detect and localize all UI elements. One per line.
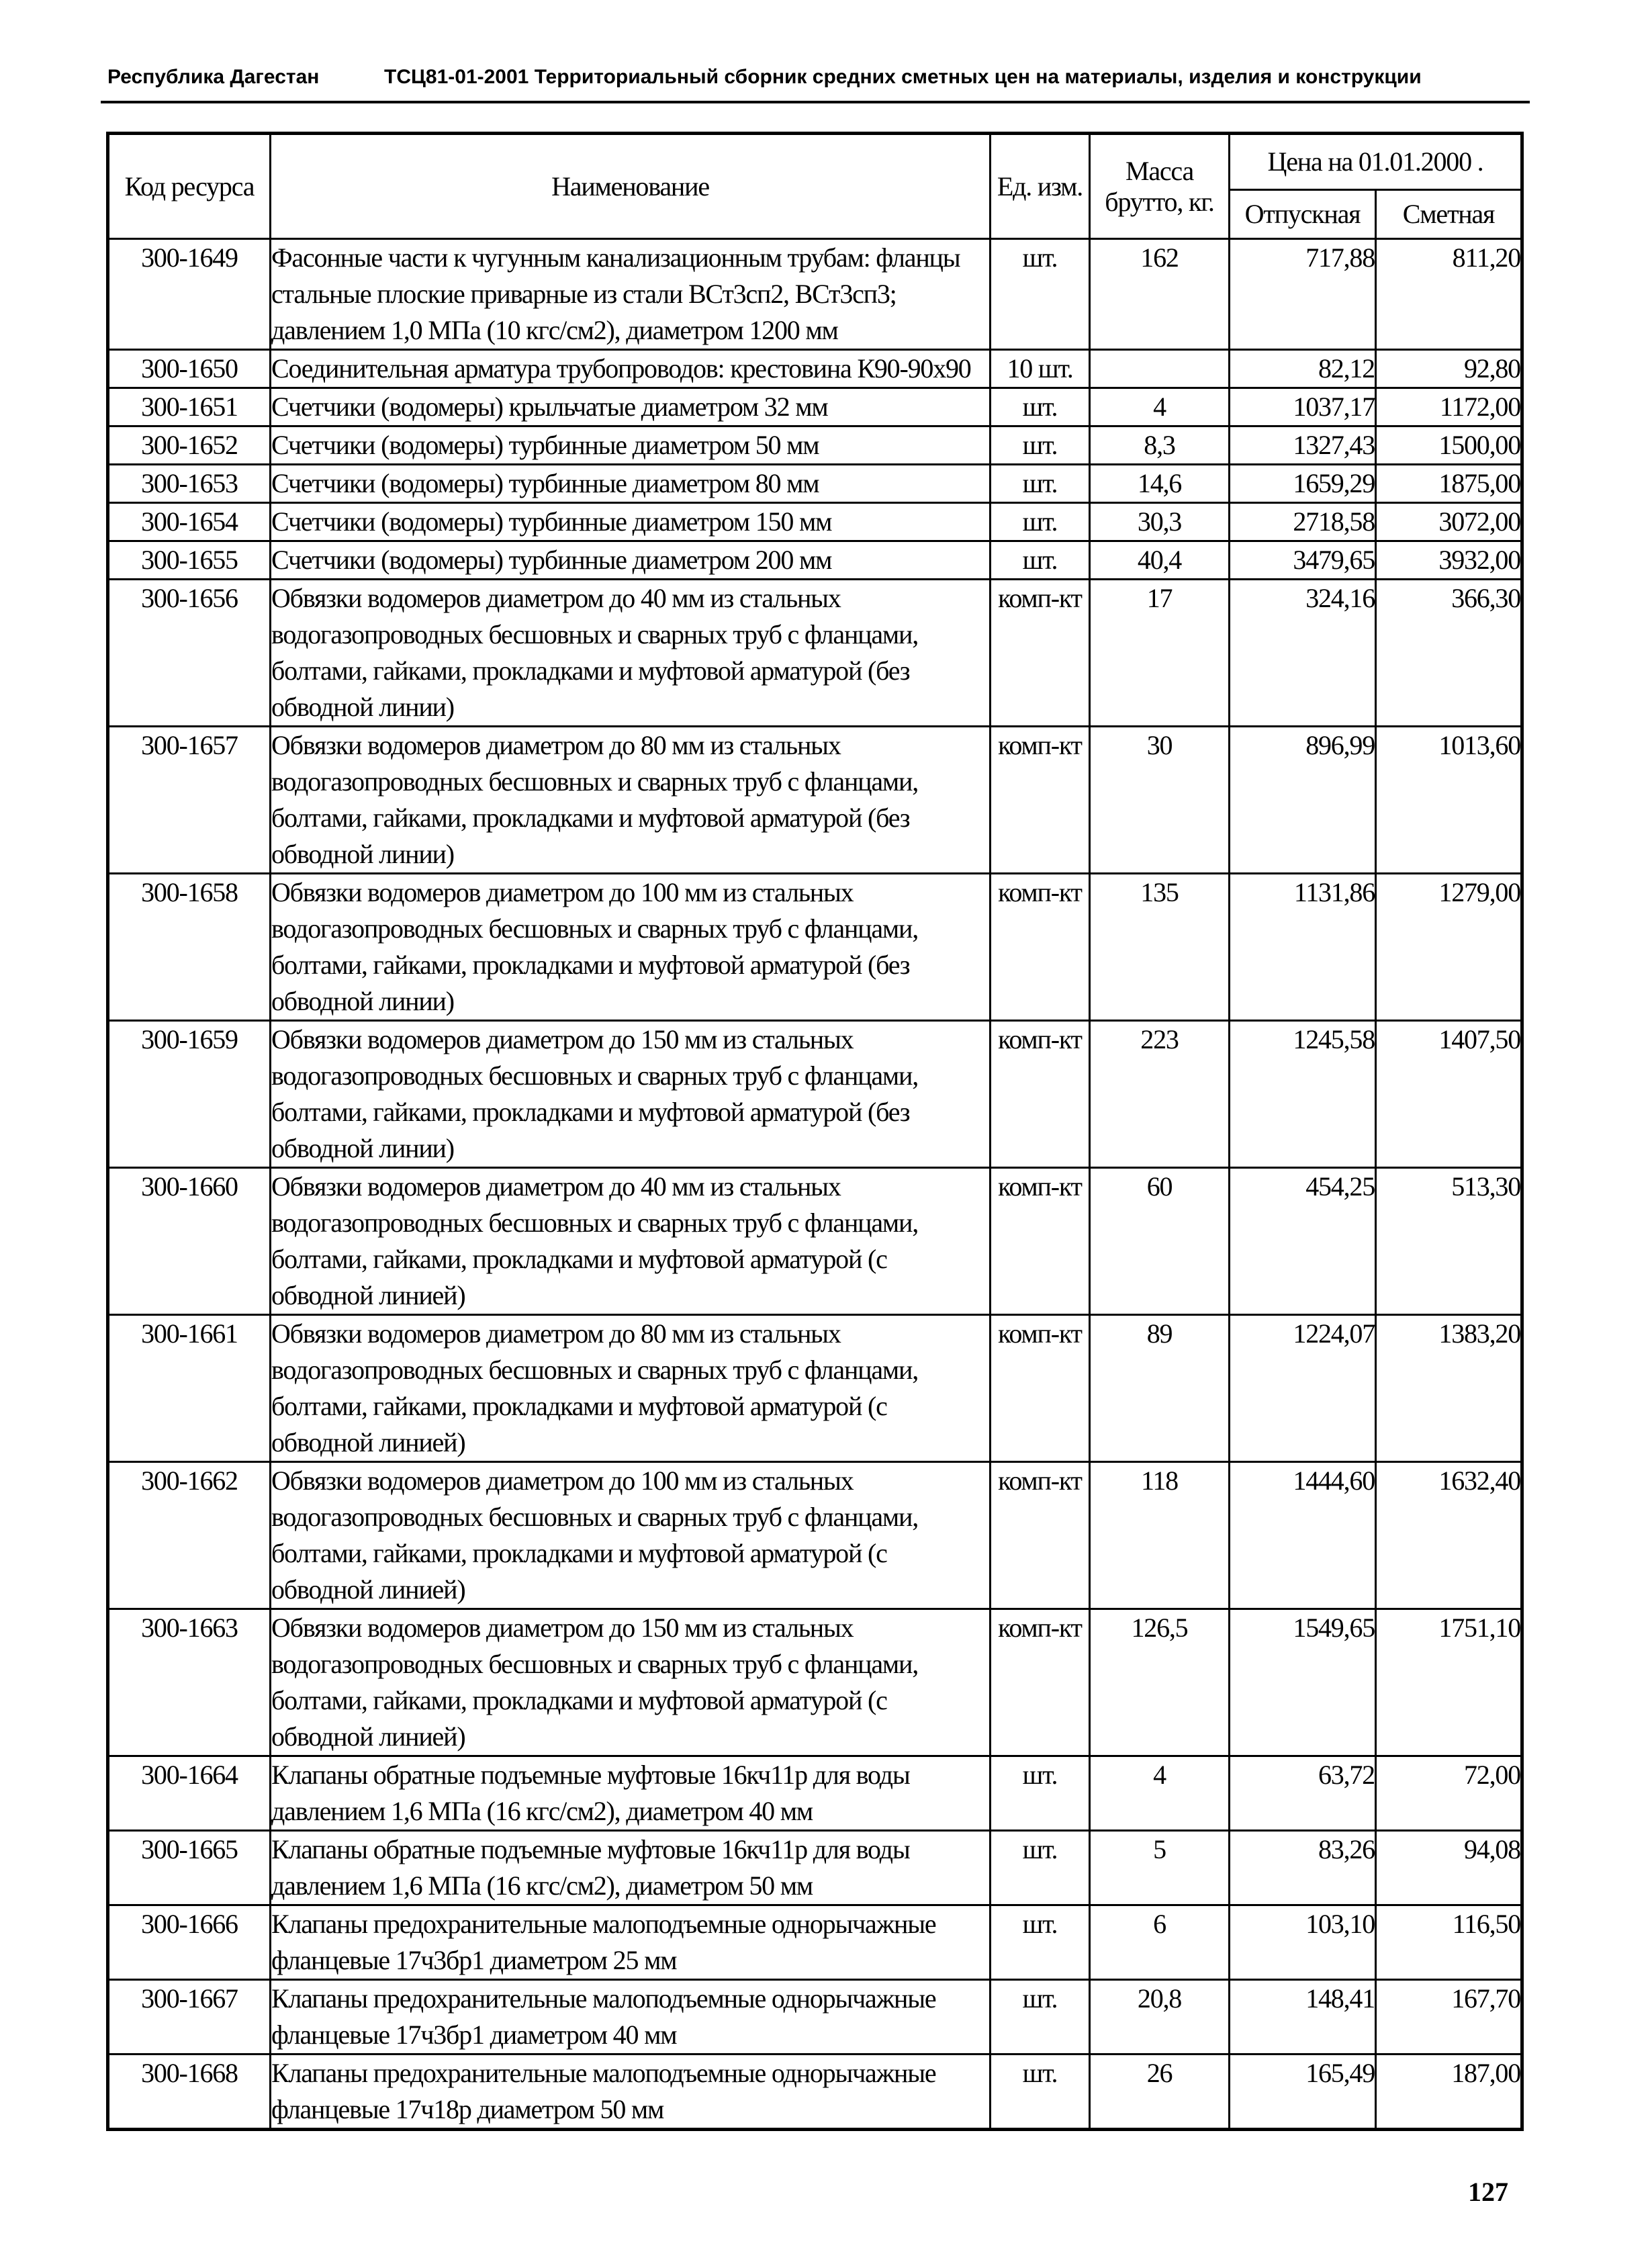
cell-price-release: 717,88 [1230,239,1376,350]
cell-price-release: 1549,65 [1230,1609,1376,1756]
cell-mass: 5 [1090,1831,1230,1905]
cell-price-estimate: 92,80 [1376,350,1522,388]
header-region: Республика Дагестан [107,66,320,88]
cell-unit: шт. [991,465,1090,503]
cell-code: 300-1663 [108,1609,271,1756]
table-row [108,350,1522,388]
cell-code: 300-1665 [108,1831,271,1905]
cell-name: Обвязки водомеров диаметром до 150 мм из стальных водогазопроводных бесшовных и сварных труб с фланцами, болтами, гайками, прокладками и муфтовой арматурой (с обводной линией) [271,1609,991,1756]
table-row [108,1905,1522,1980]
cell-code: 300-1652 [108,426,271,465]
cell-code: 300-1654 [108,503,271,541]
cell-code: 300-1656 [108,580,271,727]
cell-code: 300-1659 [108,1021,271,1168]
cell-code: 300-1660 [108,1168,271,1315]
cell-mass: 6 [1090,1905,1230,1980]
cell-price-release: 324,16 [1230,580,1376,727]
cell-name: Счетчики (водомеры) турбинные диаметром 200 мм [271,541,991,580]
cell-name: Клапаны предохранительные малоподъемные однорычажные фланцевые 17ч18р диаметром 50 мм [271,2054,991,2130]
cell-price-release: 454,25 [1230,1168,1376,1315]
header-rule [101,101,1530,103]
cell-name: Обвязки водомеров диаметром до 80 мм из стальных водогазопроводных бесшовных и сварных труб с фланцами, болтами, гайками, прокладками и муфтовой арматурой (без обводной линии) [271,727,991,874]
cell-mass: 4 [1090,1756,1230,1831]
cell-mass: 89 [1090,1315,1230,1462]
cell-unit: комп-кт [991,1315,1090,1462]
cell-code: 300-1657 [108,727,271,874]
table-row [108,1831,1522,1905]
table-row [108,1462,1522,1609]
price-table [106,132,1524,2131]
col-header-price-estimate: Сметная [1376,190,1522,239]
table-row [108,1980,1522,2054]
cell-name: Обвязки водомеров диаметром до 150 мм из стальных водогазопроводных бесшовных и сварных труб с фланцами, болтами, гайками, прокладками и муфтовой арматурой (без обводной линии) [271,1021,991,1168]
cell-code: 300-1649 [108,239,271,350]
cell-mass: 162 [1090,239,1230,350]
cell-price-estimate: 187,00 [1376,2054,1522,2130]
cell-price-release: 1131,86 [1230,874,1376,1021]
cell-price-estimate: 116,50 [1376,1905,1522,1980]
cell-price-release: 3479,65 [1230,541,1376,580]
cell-price-estimate: 1875,00 [1376,465,1522,503]
cell-price-release: 63,72 [1230,1756,1376,1831]
cell-price-estimate: 1751,10 [1376,1609,1522,1756]
cell-unit: комп-кт [991,1021,1090,1168]
cell-price-release: 148,41 [1230,1980,1376,2054]
cell-price-estimate: 513,30 [1376,1168,1522,1315]
cell-price-release: 82,12 [1230,350,1376,388]
cell-name: Соединительная арматура трубопроводов: крестовина К90-90х90 [271,350,991,388]
table-row [108,1168,1522,1315]
table-row [108,1609,1522,1756]
cell-mass: 17 [1090,580,1230,727]
cell-price-estimate: 1279,00 [1376,874,1522,1021]
cell-price-release: 83,26 [1230,1831,1376,1905]
table-row [108,541,1522,580]
cell-unit: комп-кт [991,1609,1090,1756]
table-row [108,1021,1522,1168]
page-number: 127 [1468,2177,1508,2207]
cell-unit: комп-кт [991,1168,1090,1315]
cell-unit: комп-кт [991,580,1090,727]
cell-price-release: 103,10 [1230,1905,1376,1980]
cell-mass: 60 [1090,1168,1230,1315]
cell-price-release: 1444,60 [1230,1462,1376,1609]
cell-price-estimate: 1172,00 [1376,388,1522,426]
col-header-name: Наименование [271,134,991,239]
col-header-unit: Ед. изм. [991,134,1090,239]
cell-code: 300-1661 [108,1315,271,1462]
cell-code: 300-1653 [108,465,271,503]
table-row [108,503,1522,541]
cell-price-estimate: 811,20 [1376,239,1522,350]
cell-unit: шт. [991,1905,1090,1980]
cell-price-estimate: 167,70 [1376,1980,1522,2054]
cell-price-release: 896,99 [1230,727,1376,874]
cell-mass: 26 [1090,2054,1230,2130]
col-header-mass: Масса брутто, кг. [1090,134,1230,239]
cell-code: 300-1667 [108,1980,271,2054]
cell-unit: шт. [991,2054,1090,2130]
cell-name: Обвязки водомеров диаметром до 40 мм из стальных водогазопроводных бесшовных и сварных труб с фланцами, болтами, гайками, прокладками и муфтовой арматурой (без обводной линии) [271,580,991,727]
col-header-code: Код ресурса [108,134,271,239]
cell-price-estimate: 3932,00 [1376,541,1522,580]
cell-unit: комп-кт [991,1462,1090,1609]
cell-price-release: 1037,17 [1230,388,1376,426]
cell-price-estimate: 1013,60 [1376,727,1522,874]
cell-name: Клапаны обратные подъемные муфтовые 16кч11р для воды давлением 1,6 МПа (16 кгс/см2), диаметром 50 мм [271,1831,991,1905]
cell-unit: комп-кт [991,874,1090,1021]
cell-unit: комп-кт [991,727,1090,874]
cell-mass: 14,6 [1090,465,1230,503]
cell-name: Фасонные части к чугунным канализационным трубам: фланцы стальные плоские приварные из стали ВСт3сп2, ВСт3сп3; давлением 1,0 МПа (10 кгс/см2), диаметром 1200 мм [271,239,991,350]
cell-unit: 10 шт. [991,350,1090,388]
table-row [108,388,1522,426]
cell-price-estimate: 1407,50 [1376,1021,1522,1168]
cell-code: 300-1655 [108,541,271,580]
cell-unit: шт. [991,1980,1090,2054]
cell-mass: 8,3 [1090,426,1230,465]
cell-unit: шт. [991,1831,1090,1905]
cell-unit: шт. [991,426,1090,465]
cell-unit: шт. [991,239,1090,350]
cell-mass: 30 [1090,727,1230,874]
cell-name: Счетчики (водомеры) крыльчатые диаметром 32 мм [271,388,991,426]
cell-mass: 40,4 [1090,541,1230,580]
table-row [108,580,1522,727]
cell-code: 300-1658 [108,874,271,1021]
cell-price-estimate: 94,08 [1376,1831,1522,1905]
cell-name: Обвязки водомеров диаметром до 100 мм из стальных водогазопроводных бесшовных и сварных труб с фланцами, болтами, гайками, прокладками и муфтовой арматурой (с обводной линией) [271,1462,991,1609]
table-row [108,426,1522,465]
cell-price-release: 1245,58 [1230,1021,1376,1168]
cell-unit: шт. [991,388,1090,426]
col-header-price-group: Цена на 01.01.2000 . [1230,134,1522,190]
cell-mass [1090,350,1230,388]
cell-name: Обвязки водомеров диаметром до 100 мм из стальных водогазопроводных бесшовных и сварных труб с фланцами, болтами, гайками, прокладками и муфтовой арматурой (без обводной линии) [271,874,991,1021]
table-row [108,465,1522,503]
cell-mass: 126,5 [1090,1609,1230,1756]
cell-unit: шт. [991,541,1090,580]
cell-code: 300-1651 [108,388,271,426]
cell-mass: 135 [1090,874,1230,1021]
cell-name: Обвязки водомеров диаметром до 80 мм из стальных водогазопроводных бесшовных и сварных труб с фланцами, болтами, гайками, прокладками и муфтовой арматурой (с обводной линией) [271,1315,991,1462]
table-row [108,874,1522,1021]
cell-price-estimate: 72,00 [1376,1756,1522,1831]
cell-name: Клапаны предохранительные малоподъемные однорычажные фланцевые 17ч3бр1 диаметром 40 мм [271,1980,991,2054]
table-row [108,239,1522,350]
cell-name: Счетчики (водомеры) турбинные диаметром 50 мм [271,426,991,465]
cell-mass: 223 [1090,1021,1230,1168]
table-row [108,2054,1522,2130]
cell-code: 300-1664 [108,1756,271,1831]
cell-name: Обвязки водомеров диаметром до 40 мм из стальных водогазопроводных бесшовных и сварных труб с фланцами, болтами, гайками, прокладками и муфтовой арматурой (с обводной линией) [271,1168,991,1315]
cell-code: 300-1650 [108,350,271,388]
cell-mass: 118 [1090,1462,1230,1609]
cell-price-release: 1659,29 [1230,465,1376,503]
cell-name: Счетчики (водомеры) турбинные диаметром 80 мм [271,465,991,503]
cell-price-release: 1224,07 [1230,1315,1376,1462]
cell-unit: шт. [991,503,1090,541]
header-collection-title: ТСЦ81-01-2001 Территориальный сборник средних сметных цен на материалы, изделия и конструкции [384,66,1422,88]
table-row [108,1315,1522,1462]
cell-mass: 30,3 [1090,503,1230,541]
cell-name: Клапаны предохранительные малоподъемные однорычажные фланцевые 17ч3бр1 диаметром 25 мм [271,1905,991,1980]
cell-code: 300-1666 [108,1905,271,1980]
cell-code: 300-1662 [108,1462,271,1609]
cell-name: Счетчики (водомеры) турбинные диаметром 150 мм [271,503,991,541]
cell-price-estimate: 3072,00 [1376,503,1522,541]
cell-price-estimate: 1500,00 [1376,426,1522,465]
cell-code: 300-1668 [108,2054,271,2130]
cell-price-release: 1327,43 [1230,426,1376,465]
cell-price-estimate: 1632,40 [1376,1462,1522,1609]
cell-mass: 4 [1090,388,1230,426]
cell-price-estimate: 366,30 [1376,580,1522,727]
cell-mass: 20,8 [1090,1980,1230,2054]
table-body [108,239,1522,2130]
table-row [108,727,1522,874]
cell-unit: шт. [991,1756,1090,1831]
cell-price-release: 165,49 [1230,2054,1376,2130]
cell-name: Клапаны обратные подъемные муфтовые 16кч11р для воды давлением 1,6 МПа (16 кгс/см2), диаметром 40 мм [271,1756,991,1831]
cell-price-release: 2718,58 [1230,503,1376,541]
cell-price-estimate: 1383,20 [1376,1315,1522,1462]
table-row [108,1756,1522,1831]
col-header-price-release: Отпускная [1230,190,1376,239]
